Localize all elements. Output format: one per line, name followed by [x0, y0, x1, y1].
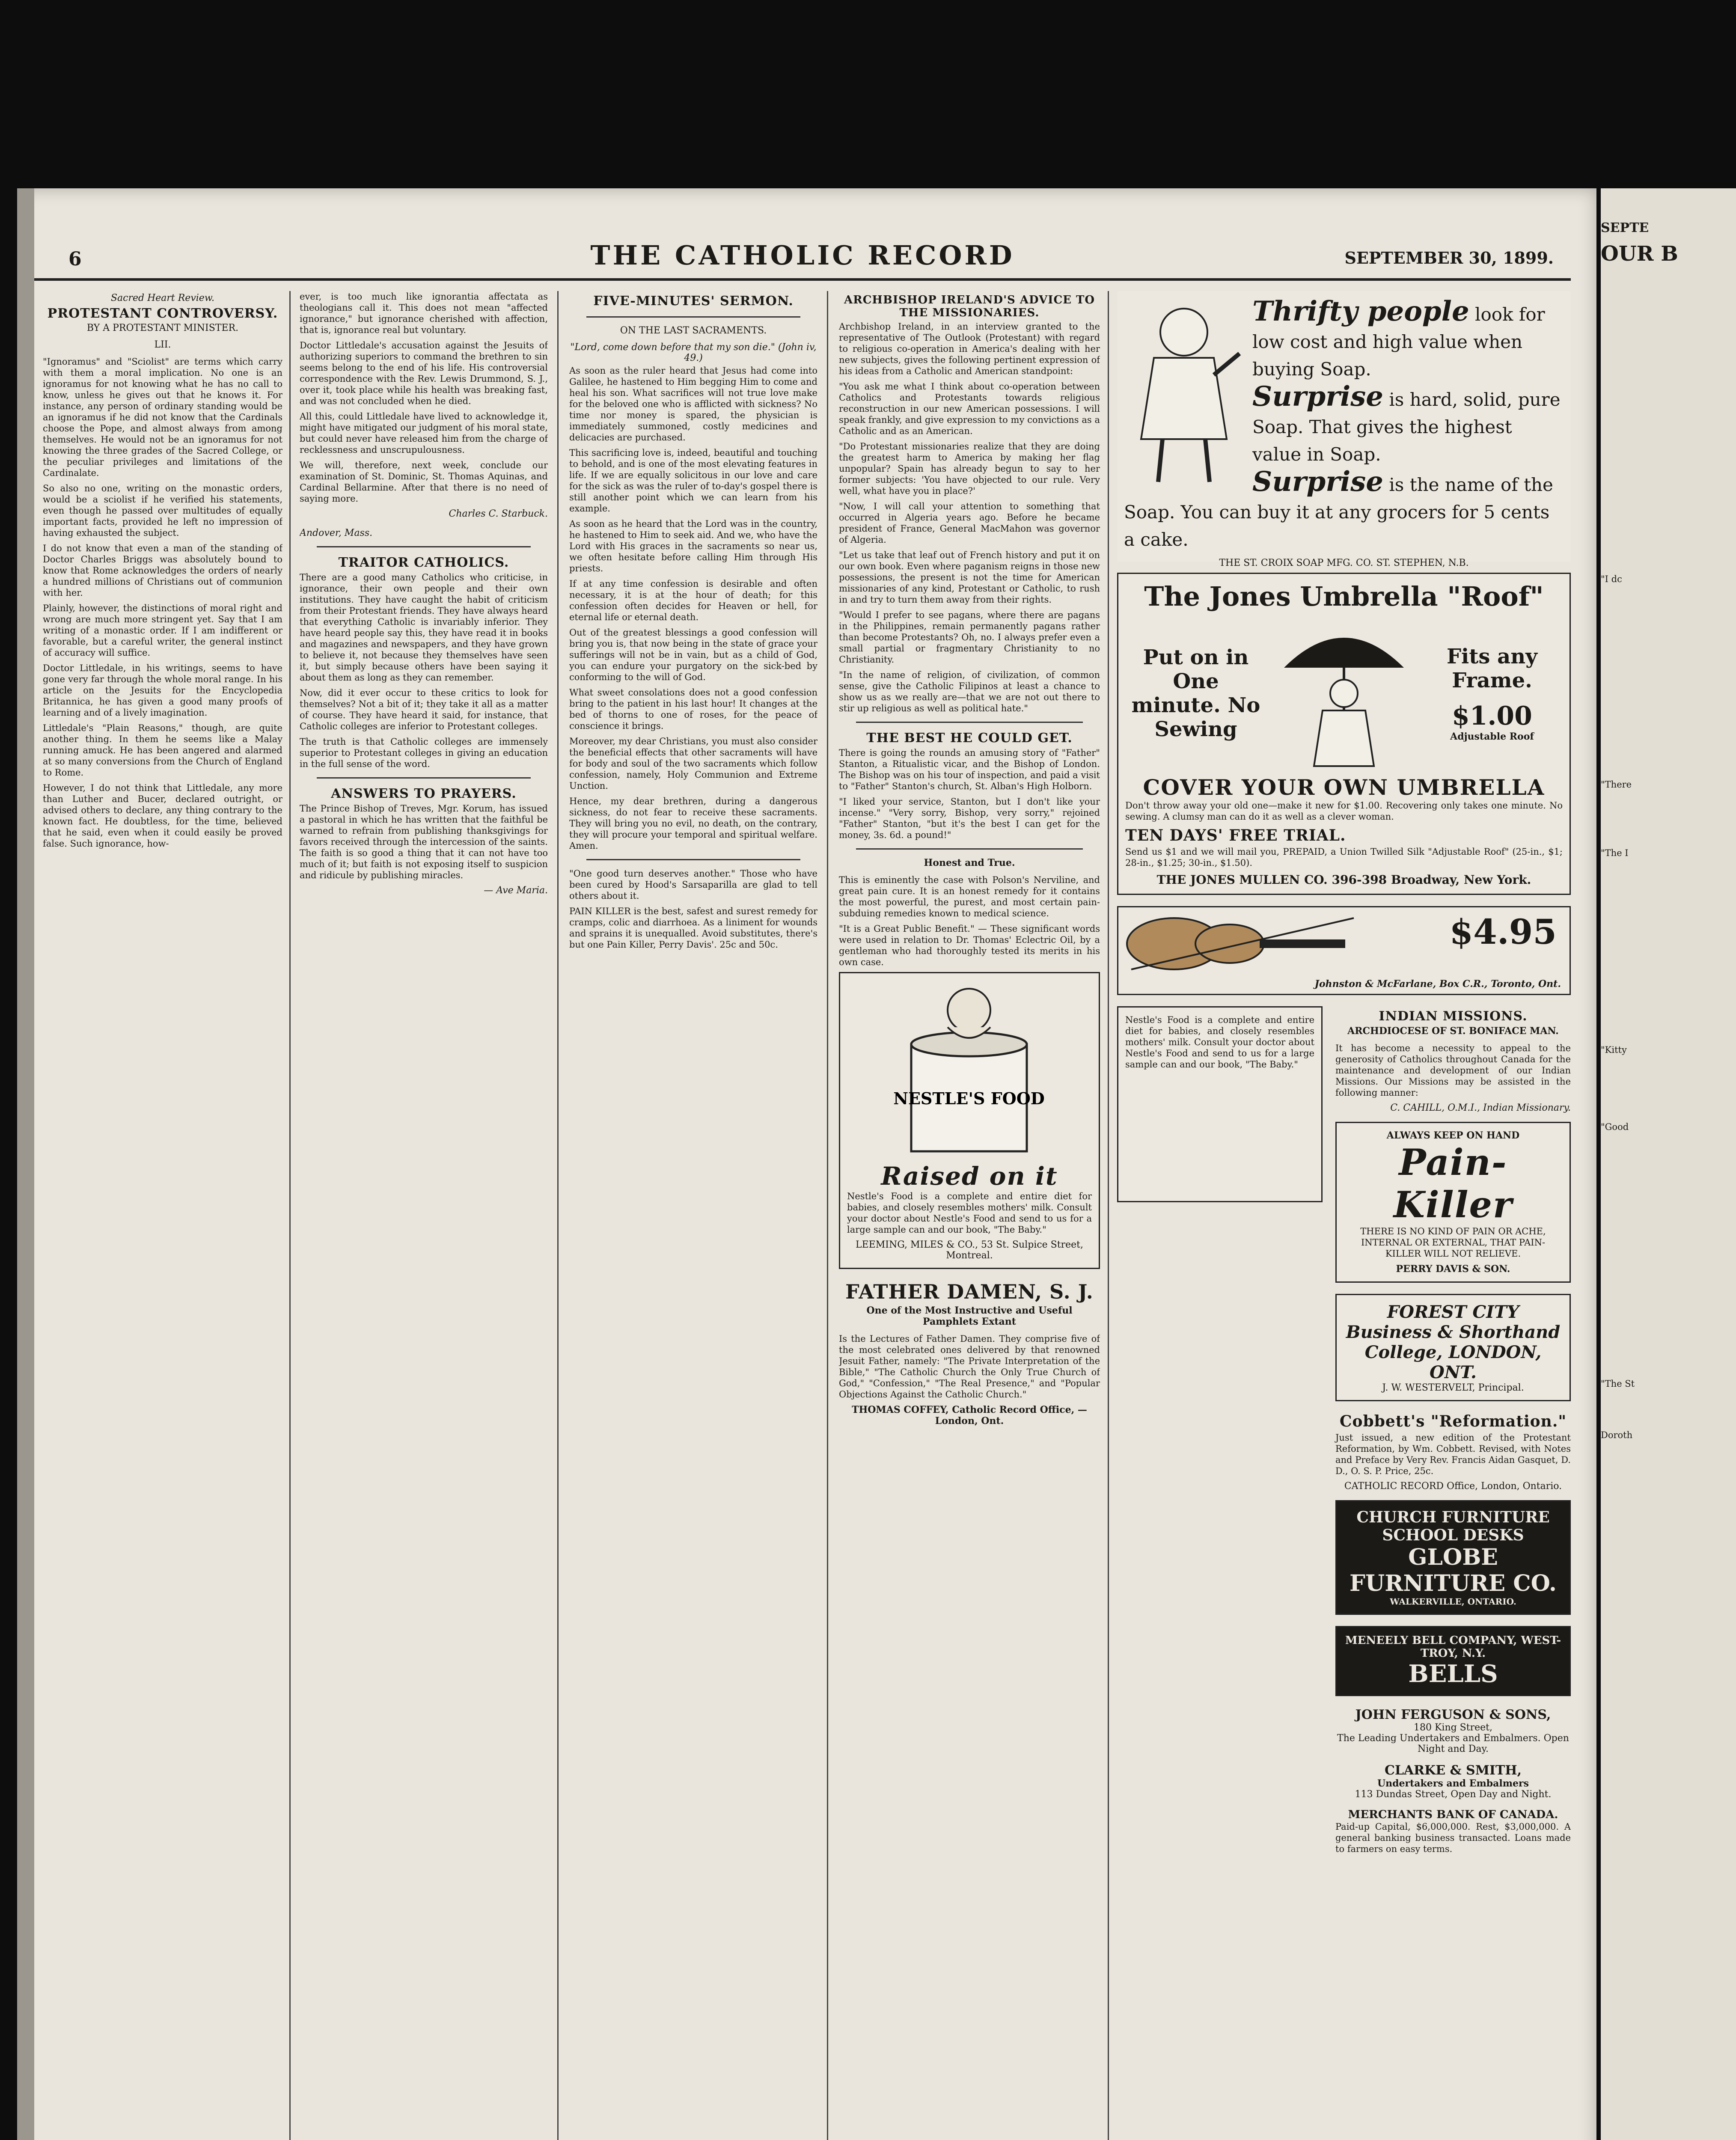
ferguson-desc: The Leading Undertakers and Embalmers. Open Night and Day.: [1337, 1733, 1569, 1754]
violin-illustration: [1123, 910, 1362, 978]
thrifty-man-illustration: [1124, 298, 1244, 486]
column-rule: [289, 291, 291, 2140]
ad-signature: C. CAHILL, O.M.I., Indian Missionary.: [1390, 1103, 1571, 1113]
right-ad-stack: [1335, 1006, 1571, 1859]
ad-text: Nestle's Food is a complete and entire diet for babies, and closely resembles mothers' milk. Consult your doctor about Nestle's Food and send to us for a large sample can and our book, "The Baby.": [847, 1191, 1092, 1235]
bells-company: MENEELY BELL COMPANY, WEST-TROY, N.Y.: [1345, 1634, 1561, 1660]
notice-text: PAIN KILLER is the best, safest and surest remedy for cramps, colic and diarrhoea. As a liniment for wounds and sprains it is unequalled. Avoid substitutes, there's but one Pain Killer, Perry Davis'. 25c and 50c.: [569, 906, 817, 950]
article-paragraph: The truth is that Catholic colleges are immensely superior to Protestant colleges in giving an education in the full sense of the word.: [300, 737, 548, 769]
pain-killer-ad: [1335, 1122, 1571, 1283]
divider: [856, 848, 1083, 850]
jones-umbrella-ad: [1117, 573, 1571, 895]
issue-date: SEPTEMBER 30, 1899.: [1344, 248, 1554, 268]
article-paragraph: What sweet consolations does not a good confession bring to the patient in his last hour! It changes at the bed of thorns to one of roses, for the peace of conscience it brings.: [569, 687, 817, 731]
article-paragraph: We will, therefore, next week, conclude our examination of St. Dominic, St. Thomas Aquinas, and Cardinal Bellarmine. After that there is no need of saying more.: [300, 460, 548, 504]
left-ad-stack: [1117, 1006, 1323, 1859]
newspaper-page: [17, 188, 1596, 2140]
article-title: THE BEST HE COULD GET.: [866, 731, 1073, 746]
column-rule: [1108, 291, 1109, 2140]
article-paragraph: I do not know that even a man of the standing of Doctor Charles Briggs was absolutely bound to know that Rome acknowledges the orders of nearly a hundred millions of Christians out of communion with her.: [43, 543, 282, 598]
next-text-line: "The I: [1601, 848, 1629, 858]
umbrella-company: THE JONES MULLEN CO. 396-398 Broadway, New York.: [1156, 873, 1531, 887]
article-paragraph: Now, did it ever occur to these critics to look for themselves? Not a bit of it; they take it all as a matter of course. They have heard it said, for instance, that Catholic colleges are inferior to Protestant colleges.: [300, 688, 548, 731]
article-paragraph: However, I do not think that Littledale, any more than Luther and Bucer, declared outright, or advised others to declare, any thing contrary to the known fact. He doubtless, for the time, believed that he said, even when it could easily be proved false. Such ignorance, how-: [43, 783, 282, 849]
article-paragraph: Archbishop Ireland, in an interview granted to the representative of The Outlook (Protestant) with regard to religious co-operation in America's dealing with her new subjects, gives the following pertinent expression of his ideas from a Catholic and American standpoint:: [839, 321, 1100, 376]
divider: [317, 777, 531, 779]
article-paragraph: The Prince Bishop of Treves, Mgr. Korum, has issued a pastoral in which he has written that the faithful be warned to refrain from publishing thanksgivings for favors received through the intercession of the saints. The faith is so good a thing that it can not have too much of it; but faith is not exposing itself to suspicion and ridicule by publishing miracles.: [300, 803, 548, 880]
divider: [856, 722, 1083, 723]
ad-text: Paid-up Capital, $6,000,000. Rest, $3,000,000. A general banking business transacted. Loans made to farmers on easy terms.: [1335, 1822, 1571, 1854]
ad-subtitle: One of the Most Instructive and Useful Pamphlets Extant: [866, 1305, 1073, 1327]
article-paragraph: Doctor Littledale, in his writings, seems to have gone very far through the whole moral range. In his article on the Jesuits for the Encyclopedia Britannica, he has given a good many proofs of learning and of a lively imagination.: [43, 663, 282, 718]
article-paragraph: Plainly, however, the distinctions of moral right and wrong are much more stringent yet. Say that I am writing of a monastic order. If I am indifferent or favorable, but a careful writer, the general instinct of accuracy will suffice.: [43, 603, 282, 658]
cobbett-title: Cobbett's "Reformation.": [1339, 1412, 1567, 1430]
article-numeral: LII.: [154, 339, 171, 350]
ad-title: FATHER DAMEN, S. J.: [845, 1280, 1094, 1303]
article-paragraph: Out of the greatest blessings a good confession will bring you is, that now being in the state of grace your sufferings will not be in vain, but as a child of God, you can endure your purgatory on the sick-bed by conforming to the will of God.: [569, 627, 817, 682]
cobbett-office: CATHOLIC RECORD Office, London, Ontario.: [1344, 1481, 1562, 1492]
ferguson-address: 180 King Street,: [1413, 1722, 1492, 1733]
column-two: [300, 291, 548, 2140]
article-paragraph: "I liked your service, Stanton, but I don't like your incense." "Very sorry, Bishop, very sorry," rejoined "Father" Stanton, "but it's the best I can get for the money, 3s. 6d. a pound!": [839, 797, 1100, 840]
umbrella-pitch-1: Put on in One minute. No Sewing: [1131, 645, 1260, 741]
ad-address: THOMAS COFFEY, Catholic Record Office, — London, Ont.: [852, 1404, 1087, 1427]
globe-place: WALKERVILLE, ONTARIO.: [1390, 1596, 1516, 1607]
bells-tag: BELLS: [1408, 1660, 1498, 1688]
article-signature: — Ave Maria.: [484, 885, 548, 896]
indian-missions-sub: ARCHDIOCESE OF ST. BONIFACE MAN.: [1347, 1025, 1559, 1037]
ad-address: LEEMING, MILES & CO., 53 St. Sulpice Street, Montreal.: [856, 1239, 1083, 1261]
clarke-smith-desc: Undertakers and Embalmers: [1377, 1778, 1529, 1789]
baby-on-tin-illustration: [847, 980, 1091, 1160]
article-paragraph: Moreover, my dear Christians, you must also consider the beneficial effects that other sacraments will have for body and soul of the two sacraments which follow confession, namely, Holy Communion and Extreme Unction.: [569, 736, 817, 791]
article-paragraph: All this, could Littledale have lived to acknowledge it, might have mitigated our judgment of his moral state, but could never have released him from the charge of recklessness and unscrupulousness.: [300, 411, 548, 455]
article-paragraph: "Now, I will call your attention to something that occurred in Algeria years ago. Before he became president of France, General MacMahon was governor of Algeria.: [839, 501, 1100, 545]
divider: [586, 316, 800, 318]
page-number: 6: [68, 248, 82, 270]
column-advertisements: [1117, 291, 1571, 2140]
article-paragraph: So also no one, writing on the monastic orders, would be a sciolist if he verified his statements, even though he passed over multitudes of equally important facts, provided he left no impression of having exhausted the subject.: [43, 483, 282, 538]
umbrella-pitch-2: Fits any Frame.: [1446, 645, 1538, 693]
business-college-ad: [1335, 1294, 1571, 1401]
ferguson-name: JOHN FERGUSON & SONS,: [1355, 1707, 1551, 1722]
page-binding-edge: [17, 188, 34, 2140]
article-subtitle: ON THE LAST SACRAMENTS.: [620, 325, 767, 336]
soap-text-1: look for low cost and high value when buying Soap.: [1252, 304, 1545, 380]
article-signature: Charles C. Starbuck.: [449, 508, 548, 519]
column-sermon: [569, 291, 817, 2140]
ad-text: It has become a necessity to appeal to the generosity of Catholics throughout Canada for the maintenance and development of our Indian Missions. Our Missions may be assisted in the following manner:: [1335, 1043, 1571, 1098]
ad-text: Just issued, a new edition of the Protestant Reformation, by Wm. Cobbett. Revised, with Notes and Preface by Very Rev. Francis Aidan Gasquet, D. D., O. S. P. Price, 25c.: [1335, 1433, 1571, 1476]
next-text-line: "Good: [1601, 1122, 1629, 1132]
article-title: ANSWERS TO PRAYERS.: [331, 786, 517, 801]
violin-ad: [1117, 906, 1571, 995]
globe-name: GLOBE FURNITURE CO.: [1349, 1544, 1557, 1596]
globe-line-2: SCHOOL DESKS: [1382, 1526, 1524, 1544]
article-paragraph: "Would I prefer to see pagans, where there are pagans in the Philippines, remain permanently pagans rather than become Protestants? Oh, no. I always prefer even a small partial or fragmentary Christianity to no Christianity.: [839, 610, 1100, 665]
next-title: OUR B: [1601, 242, 1678, 266]
umbrella-trial: TEN DAYS' FREE TRIAL.: [1125, 826, 1346, 844]
article-title: FIVE-MINUTES' SERMON.: [593, 294, 794, 309]
article-paragraph: "You ask me what I think about co-operation between Catholics and Protestants towards religious reconstruction in our new American possessions. I will speak frankly, and give expression to my convictions as a Catholic and as an American.: [839, 381, 1100, 436]
ad-title: Honest and True.: [924, 857, 1015, 868]
pain-killer-name: Pain-Killer: [1393, 1141, 1513, 1226]
clarke-smith-address: 113 Dundas Street, Open Day and Night.: [1355, 1789, 1552, 1800]
umbrella-headline: COVER YOUR OWN UMBRELLA: [1143, 775, 1545, 800]
column-rule: [557, 291, 559, 2140]
ad-text: Send us $1 and we will mail you, PREPAID, a Union Twilled Silk "Adjustable Roof" (25-in., $1; 28-in., $1.25; 30-in., $1.50).: [1125, 847, 1563, 868]
violin-price: $4.95: [1449, 912, 1557, 952]
nestle-continued-placeholder: [1117, 1006, 1323, 1202]
soap-headline-2: Surprise: [1252, 380, 1383, 413]
bank-name: MERCHANTS BANK OF CANADA.: [1348, 1808, 1558, 1821]
next-text-line: "There: [1601, 779, 1632, 790]
woman-with-umbrella-illustration: [1280, 616, 1408, 770]
article-paragraph: There is going the rounds an amusing story of "Father" Stanton, a Ritualistic vicar, and the Bishop of London. The Bishop was on his tour of inspection, and paid a visit to "Father" Stanton's church, St. Alban's High Holborn.: [839, 748, 1100, 791]
ad-text: THERE IS NO KIND OF PAIN OR ACHE, INTERNAL OR EXTERNAL, THAT PAIN-KILLER WILL NOT RELIEVE.: [1360, 1226, 1546, 1259]
umbrella-title: The Jones Umbrella "Roof": [1144, 581, 1544, 612]
article-paragraph: This sacrificing love is, indeed, beautiful and touching to behold, and is one of the most elevating features in life. If we are equally solicitous in our love and care for the sick as was the ruler of to-day's gospel there is still another point which we can learn from his example.: [569, 448, 817, 514]
surprise-soap-ad: [1117, 291, 1571, 568]
violin-dealer: Johnston & McFarlane, Box C.R., Toronto, Ont.: [1314, 978, 1561, 990]
column-archbishop: [839, 291, 1100, 2140]
column-protestant-controversy: [43, 291, 282, 2140]
article-byline: BY A PROTESTANT MINISTER.: [86, 323, 239, 333]
next-text-line: "I dc: [1601, 574, 1622, 584]
nestles-food-ad: [839, 972, 1100, 1269]
adjacent-page: [1601, 188, 1736, 2140]
article-title: ARCHBISHOP IRELAND'S ADVICE TO THE MISSIONARIES.: [844, 294, 1095, 319]
soap-text-3: is the name of the Soap. You can buy it at any grocers for 5 cents a cake.: [1124, 474, 1553, 550]
signature-place: Andover, Mass.: [300, 528, 373, 538]
next-header: SEPTE: [1601, 220, 1649, 235]
soap-headline-1: Thrifty people: [1252, 295, 1469, 327]
ad-text: Don't throw away your old one—make it new for $1.00. Recovering only takes one minute. No sewing. A clumsy man can do it as well as a clever woman.: [1125, 800, 1563, 822]
article-paragraph: "Do Protestant missionaries realize that they are doing the greatest harm to America by making her flag unpopular? Spain has already begun to say to her former subjects: 'You have objected to our rule. Very well, what have you in place?': [839, 441, 1100, 496]
soap-maker: THE ST. CROIX SOAP MFG. CO. ST. STEPHEN, N.B.: [1219, 558, 1469, 568]
article-paragraph: "Let us take that leaf out of French history and put it on our own book. Even where paganism reigns in those new possessions, the present is not the time for American missionaries of any kind, Protestant or Catholic, to rush in and try to turn them away from their rights.: [839, 550, 1100, 605]
nestle-tin-label: NESTLE'S FOOD: [893, 1089, 1045, 1108]
divider: [317, 546, 531, 547]
next-text-line: "The St: [1601, 1379, 1635, 1389]
indian-missions-title: INDIAN MISSIONS.: [1379, 1009, 1528, 1024]
soap-headline-3: Surprise: [1252, 466, 1383, 498]
college-principal: J. W. WESTERVELT, Principal.: [1382, 1382, 1524, 1393]
article-paragraph: If at any time confession is desirable and often necessary, it is at the hour of death; for this confession often decides for Heaven or hell, for eternal life or eternal death.: [569, 579, 817, 622]
next-text-line: Doroth: [1601, 1430, 1633, 1440]
umbrella-price: $1.00: [1452, 701, 1532, 731]
article-title: TRAITOR CATHOLICS.: [338, 555, 509, 570]
nestle-caption: Raised on it: [881, 1162, 1058, 1191]
article-paragraph: As soon as the ruler heard that Jesus had come into Galilee, he hastened to Him begging Him to come and heal his son. What sacrifices will not true love make for the beloved one who is afflicted with sickness? No time nor money is spared, the physician is immediately summoned, costly medicines and delicacies are purchased.: [569, 366, 817, 443]
sermon-epigraph: "Lord, come down before that my son die." (John iv, 49.): [570, 342, 817, 363]
meneely-bells-ad: [1335, 1626, 1571, 1696]
umbrella-tag: Adjustable Roof: [1450, 731, 1534, 742]
pain-killer-maker: PERRY DAVIS & SON.: [1396, 1263, 1510, 1275]
article-kicker: Sacred Heart Review.: [110, 293, 215, 303]
soap-text-2: is hard, solid, pure Soap. That gives the highest value in Soap.: [1252, 389, 1561, 465]
masthead: [34, 240, 1571, 281]
article-paragraph: "Ignoramus" and "Sciolist" are terms which carry with them a moral implication. No one is an ignoramus for not knowing what he has no call to know, unless he gives out that he knows it. For instance, any person of ordinary standing would be an ignoramus if he did not know that the Cardinals choose the Pope, and almost always from among themselves. He would not be an ignoramus for not knowing the three grades of the Sacred College, or the peculiar privileges and limitations of the Cardinalate.: [43, 357, 282, 478]
column-rule: [827, 291, 828, 2140]
article-paragraph: "In the name of religion, of civilization, of common sense, give the Catholic Filipinos at least a chance to show us as we really are—that we are not out there to stir up religious as well as political hate.": [839, 670, 1100, 713]
notice-text: "One good turn deserves another." Those who have been cured by Hood's Sarsaparilla are glad to tell others about it.: [569, 868, 817, 901]
article-paragraph: ever, is too much like ignorantia affectata as theologians call it. This does not mean "affected ignorance," but ignorance cherished with affection, that is, ignorance real but voluntary.: [300, 291, 548, 335]
paper-name: THE CATHOLIC RECORD: [590, 240, 1015, 271]
article-paragraph: Hence, my dear brethren, during a dangerous sickness, do not fear to receive these sacraments. They will bring you no evil, no death, on the contrary, they will procure your temporal and spiritual welfare. Amen.: [569, 796, 817, 851]
ad-text: This is eminently the case with Polson's Nerviline, and great pain cure. It is an honest remedy for it contains the most powerful, the purest, and most certain pain-subduing remedies known to medical science.: [839, 875, 1100, 918]
ad-text: "It is a Great Public Benefit." — These significant words were used in relation to Dr. Thomas' Eclectric Oil, by a gentleman who had thoroughly tested its merits in his own case.: [839, 924, 1100, 967]
notice-text: Nestle's Food is a complete and entire diet for babies, and closely resembles mothers' milk. Consult your doctor about Nestle's Food and send to us for a large sample can and our book, "The Baby.": [1125, 1015, 1314, 1070]
article-paragraph: There are a good many Catholics who criticise, in ignorance, their own people and their own institutions. They have caught the habit of criticism from their Protestant friends. They have always heard that everything Catholic is invariably inferior. They have heard people say this, they have read it in books and magazines and newspapers, and they have grown to believe it, not because they themselves have seen it, but simply because others have been saying it about them as long as they can remember.: [300, 572, 548, 683]
pain-killer-header: ALWAYS KEEP ON HAND: [1386, 1130, 1520, 1141]
college-name: FOREST CITY Business & Shorthand College, LONDON, ONT.: [1346, 1302, 1561, 1382]
clarke-smith-name: CLARKE & SMITH,: [1384, 1763, 1522, 1778]
globe-furniture-ad: [1335, 1500, 1571, 1615]
ad-text: Is the Lectures of Father Damen. They comprise five of the most celebrated ones delivered by that renowned Jesuit Father, namely: "The Private Interpretation of the Bible," "The Catholic Church the Only True Church of God," "Confession," "The Real Presence," and "Popular Objections Against the Catholic Church.": [839, 1334, 1100, 1400]
next-text-line: "Kitty: [1601, 1045, 1627, 1055]
divider: [586, 859, 800, 860]
article-paragraph: As soon as he heard that the Lord was in the country, he hastened to Him to seek aid. And we, who have the Lord with His graces in the sacraments so near us, we often hesitate before calling Him through His priests.: [569, 519, 817, 574]
article-paragraph: Littledale's "Plain Reasons," though, are quite another thing. In them he seems like a Malay running amuck. He has been angered and alarmed at so many conversions from the Church of England to Rome.: [43, 723, 282, 778]
article-paragraph: Doctor Littledale's accusation against the Jesuits of authorizing superiors to command the brethren to sin seems belong to the end of his life. His controversial correspondence with the Rev. Lewis Drummond, S. J., over it, took place while his health was breaking fast, and was not concluded when he died.: [300, 340, 548, 406]
article-title: PROTESTANT CONTROVERSY.: [47, 306, 278, 321]
globe-line-1: CHURCH FURNITURE: [1356, 1508, 1550, 1526]
